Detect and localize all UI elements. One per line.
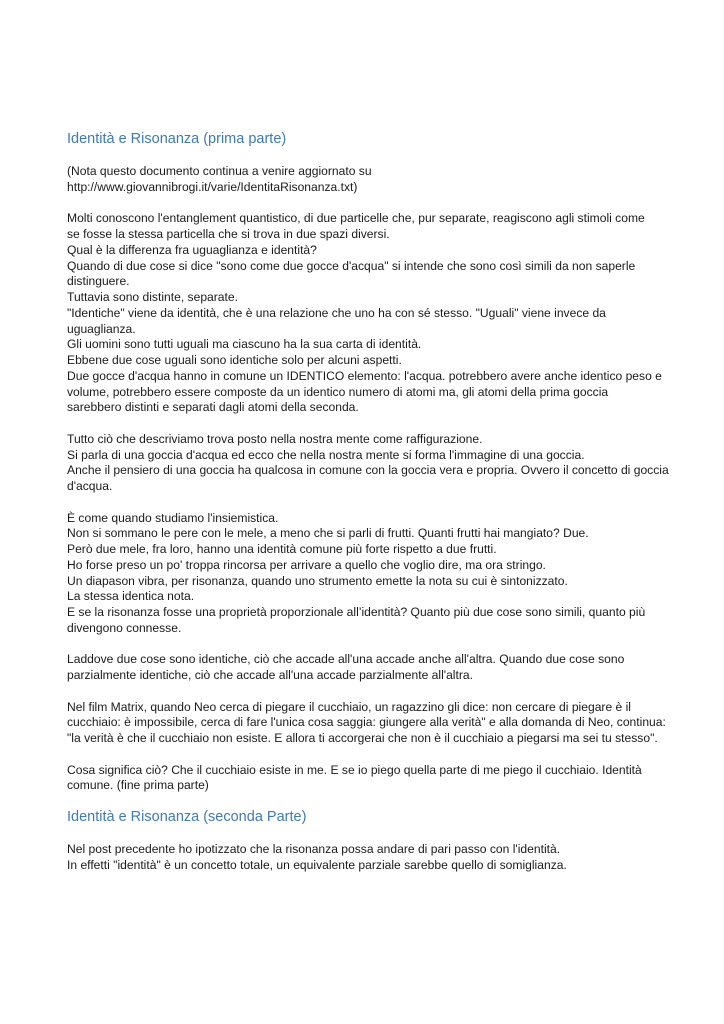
text-line: In effetti "identità" è un concetto totale, un equivalente parziale sarebbe quello di somiglianza. xyxy=(67,857,567,872)
paragraph xyxy=(67,700,670,747)
section-heading-part-2: Identità e Risonanza (seconda Parte) xyxy=(67,809,307,825)
text-line: Non si sommano le pere con le mele, a meno che si parli di frutti. Quanti frutti hai mangiato? Due. xyxy=(67,526,589,541)
text-line: (Nota questo documento continua a venire aggiornato su xyxy=(67,164,372,178)
text-line: Quando di due cose si dice "sono come due gocce d'acqua" si intende che sono così simili da non saperle xyxy=(67,258,636,273)
text-line: "Identiche" viene da identità, che è una relazione che uno ha con sé stesso. "Uguali" viene invece da xyxy=(67,305,606,320)
text-line: Molti conoscono l'entanglement quantistico, di due particelle che, pur separate, reagiscono agli stimoli come xyxy=(67,211,645,226)
text-line: Tuttavia sono distinte, separate. xyxy=(67,290,238,304)
text-line: comune. (fine prima parte) xyxy=(67,778,209,793)
paragraph xyxy=(67,652,670,684)
paragraph xyxy=(67,842,670,874)
paragraph xyxy=(67,164,670,196)
text-line: Si parla di una goccia d'acqua ed ecco che nella nostra mente si forma l'immagine di una goccia. xyxy=(67,447,585,462)
text-line: È come quando studiamo l'insiemistica. xyxy=(67,510,279,525)
text-line: E se la risonanza fosse una proprietà proporzionale all’identità? Quanto più due cose sono simili, quanto più xyxy=(67,605,646,619)
text-line: d'acqua. xyxy=(67,479,113,493)
section-part-1 xyxy=(67,164,670,794)
text-line: distinguere. xyxy=(67,274,130,289)
text-line: se fosse la stessa particella che si trova in due spazi diversi. xyxy=(67,227,390,241)
text-line: Due gocce d'acqua hanno in comune un IDENTICO elemento: l'acqua. potrebbero avere anche identico peso e xyxy=(67,368,662,383)
text-line: Gli uomini sono tutti uguali ma ciascuno ha la sua carta di identità. xyxy=(67,337,422,352)
text-line: sarebbero distinti e separati dagli atomi della seconda. xyxy=(67,400,359,415)
text-line: cucchiaio: è impossibile, cerca di fare l'unica cosa saggia: giungere alla verità" e alla domanda di Neo, continua: xyxy=(67,715,666,730)
text-line: Però due mele, fra loro, hanno una identità comune più forte rispetto a due frutti. xyxy=(67,542,497,556)
text-line: Nel post precedente ho ipotizzato che la risonanza possa andare di pari passo con l'identità. xyxy=(67,842,561,856)
text-line: uguaglianza. xyxy=(67,321,136,336)
paragraph xyxy=(67,763,670,795)
paragraph xyxy=(67,432,670,495)
text-line: Nel film Matrix, quando Neo cerca di piegare il cucchiaio, un ragazzino gli dice: non cercare di piegare è il xyxy=(67,699,631,714)
text-line: Laddove due cose sono identiche, ciò che accade all'una accade anche all'altra. Quando due cose sono xyxy=(67,652,625,667)
paragraph xyxy=(67,511,670,637)
text-line: Qual è la differenza fra uguaglianza e identità? xyxy=(67,242,317,257)
text-line: divengono connesse. xyxy=(67,620,182,635)
document-url-text: http://www.giovannibrogi.it/varie/IdentitaRisonanza.txt) xyxy=(67,179,358,194)
paragraph xyxy=(67,211,670,416)
text-line: "la verità è che il cucchiaio non esiste. E allora ti accorgerai che non è il cucchiaio a piegarsi ma sei tu stesso". xyxy=(67,731,658,745)
text-line: Ho forse preso un po' troppa rincorsa per arrivare a quello che voglio dire, ma ora stringo. xyxy=(67,557,546,572)
text-line: Un diapason vibra, per risonanza, quando uno strumento emette la nota su cui è sintonizzato. xyxy=(67,573,568,588)
text-line: La stessa identica nota. xyxy=(67,589,195,604)
section-part-2 xyxy=(67,842,670,874)
text-line: Cosa significa ciò? Che il cucchiaio esiste in me. E se io piego quella parte di me piego il cucchiaio. Identità xyxy=(67,762,642,777)
text-line: Anche il pensiero di una goccia ha qualcosa in comune con la goccia vera e propria. Ovvero il concetto di goccia xyxy=(67,463,669,478)
text-line: Tutto ciò che descriviamo trova posto nella nostra mente come raffigurazione. xyxy=(67,431,483,446)
text-line: Ebbene due cose uguali sono identiche solo per alcuni aspetti. xyxy=(67,353,402,367)
text-line: parzialmente identiche, ciò che accade all'una accade parzialmente all'altra. xyxy=(67,668,473,682)
text-line: volume, potrebbero essere composte da un identico numero di atomi ma, gli atomi della prima goccia xyxy=(67,384,609,399)
section-heading-part-1: Identità e Risonanza (prima parte) xyxy=(67,131,287,147)
